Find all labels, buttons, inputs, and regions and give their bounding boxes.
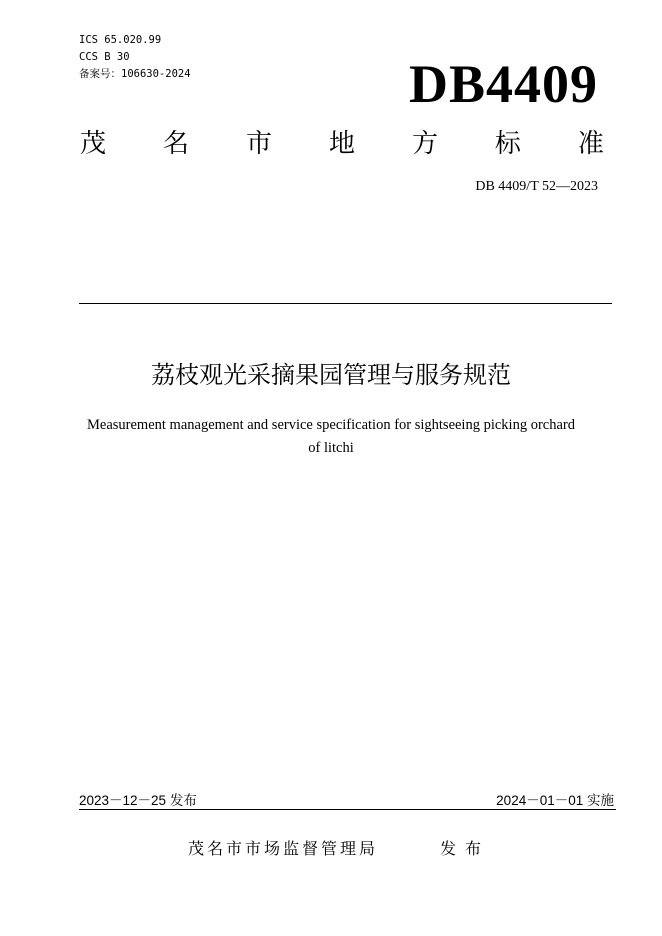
issue-label: 发布	[440, 839, 491, 858]
chinese-title: 荔枝观光采摘果园管理与服务规范	[151, 361, 511, 389]
standard-type-char: 标	[494, 129, 521, 159]
standard-type	[80, 128, 604, 160]
top-divider	[79, 303, 612, 304]
implementation-date: 2024－01－01 实施	[496, 793, 614, 808]
filing-number: 备案号：106630-2024	[79, 68, 191, 80]
issuing-authority: 茂名市市场监督管理局	[188, 839, 379, 858]
standard-type-char: 准	[577, 129, 604, 159]
standard-number: DB 4409/T 52—2023	[475, 179, 598, 194]
ics-code: ICS 65.020.99	[79, 34, 162, 46]
standard-code: DB4409	[408, 54, 598, 114]
standard-type-char: 方	[411, 129, 438, 159]
standard-type-char: 茂	[80, 129, 107, 159]
english-title-line-2: of litchi	[308, 440, 354, 456]
bottom-divider	[79, 809, 616, 810]
standard-type-char: 地	[328, 129, 355, 159]
english-title-line-1: Measurement management and service specification for sightseeing picking orchard	[87, 417, 575, 433]
ccs-code: CCS B 30	[79, 51, 130, 63]
issue-date: 2023－12－25 发布	[79, 793, 197, 808]
standard-type-char: 名	[162, 129, 189, 159]
standard-type-char: 市	[245, 129, 272, 159]
